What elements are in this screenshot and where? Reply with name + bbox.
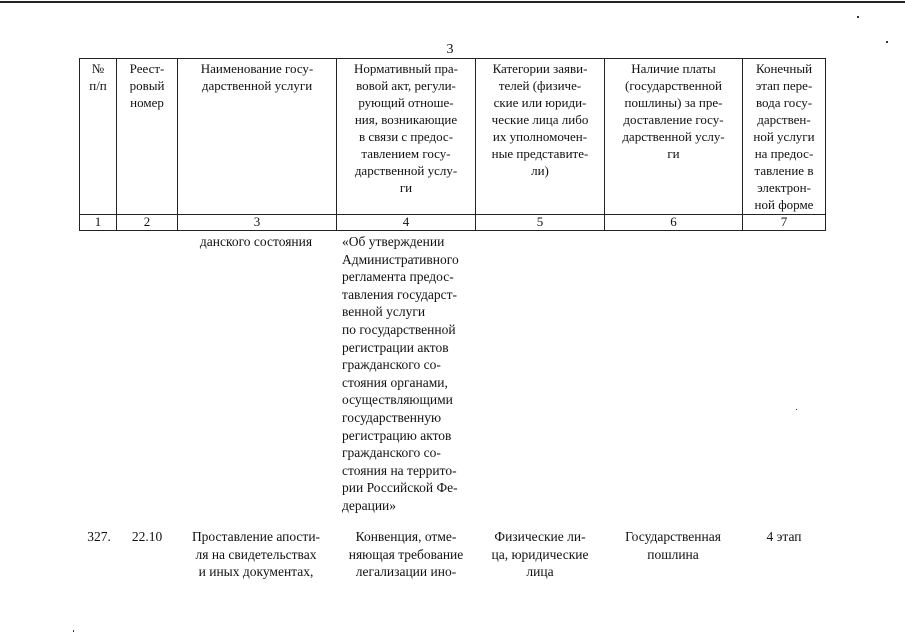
legal-act-continuation: «Об утверждении Административного регламента предос- тавления государст- венной услуги по государственной регистрации актов гражданского со- стояния органами, осуществляющими государственную регистрацию актов гражданского со- стояния на террито- рии Российской Фе- дерации» <box>342 234 459 513</box>
scan-speck <box>73 630 74 632</box>
scan-speck <box>886 41 888 43</box>
header-col-legal-act: Нормативный пра- вовой акт, регули- рующий отноше- ния, возникающие в связи с предос- тавлением госу- дарственной услу- ги <box>337 59 476 215</box>
column-number: 4 <box>337 215 476 231</box>
column-number: 6 <box>605 215 743 231</box>
header-col-fee: Наличие платы (государственной пошлины) за пре- доставление госу- дарственной услу- ги <box>605 59 743 215</box>
column-number: 1 <box>80 215 117 231</box>
row-number: 327. <box>87 529 111 544</box>
fee-info: Государственная пошлина <box>625 529 721 562</box>
page-number: 3 <box>446 42 454 57</box>
column-number: 7 <box>743 215 826 231</box>
header-col-number: № п/п <box>80 59 117 215</box>
column-number-row <box>80 215 826 231</box>
header-table <box>79 58 826 231</box>
legal-act: Конвенция, отме- няющая требование легализации ино- <box>348 529 464 580</box>
header-col-registry: Реест- ровый номер <box>117 59 178 215</box>
column-number: 5 <box>476 215 605 231</box>
service-name-continuation: данского состояния <box>199 234 313 249</box>
header-col-service-name: Наименование госу- дарственной услуги <box>178 59 337 215</box>
applicant-category: Физические ли- ца, юридические лица <box>491 529 589 580</box>
header-row <box>80 59 826 215</box>
registry-number: 22.10 <box>131 529 163 544</box>
service-name: Проставление апости- ля на свидетельствах и иных документах, <box>191 529 321 580</box>
top-border-line <box>0 1 905 3</box>
header-col-applicants: Категории заяви- телей (физиче- ские или юриди- ческие лица либо их уполномочен- ные представите- ли) <box>476 59 605 215</box>
column-number: 3 <box>178 215 337 231</box>
scan-speck <box>796 409 797 410</box>
header-col-stage: Конечный этап пере- вода госу- дарствен- ной услуги на предос- тавление в электрон- ной форме <box>743 59 826 215</box>
column-number: 2 <box>117 215 178 231</box>
scan-speck <box>857 16 859 18</box>
final-stage: 4 этап <box>766 529 802 544</box>
